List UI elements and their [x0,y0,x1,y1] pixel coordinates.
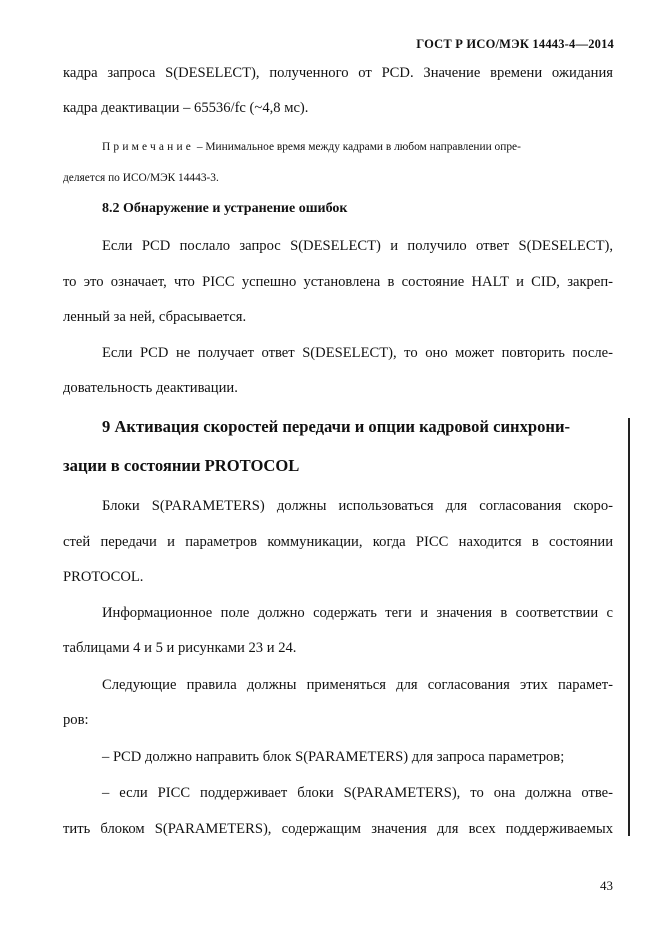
note-text: деляется по ИСО/МЭК 14443-3. [63,172,219,184]
list-item: – PCD должно направить блок S(PARAMETERS) для запроса параметров; [102,749,565,765]
paragraph-line: PROTOCOL. [63,569,144,585]
paragraph-line: кадра запроса S(DESELECT), полученного от PCD. Значение времени ожидания [63,65,613,81]
paragraph-line: ленный за ней, сбрасывается. [63,309,247,325]
list-item: – если PICC поддерживает блоки S(PARAMETERS), то она должна отве- [102,785,613,801]
note [102,140,521,154]
change-bar [628,418,630,836]
paragraph-line: Следующие правила должны применяться для согласования этих парамет- [102,677,613,693]
section-heading: 9 Активация скоростей передачи и опции кадровой синхрони- [102,417,571,436]
paragraph-line: то это означает, что PICC успешно установлена в состояние HALT и CID, закреп- [63,274,613,290]
paragraph-line: стей передачи и параметров коммуникации, когда PICC находится в состоянии [63,534,613,550]
list-item-continued: тить блоком S(PARAMETERS), содержащим значения для всех поддерживаемых [63,821,613,837]
note-text: – Минимальное время между кадрами в любом направлении опре- [196,141,521,153]
paragraph-line: кадра деактивации – 65536/fc (~4,8 мс). [63,100,309,116]
paragraph-line: довательность деактивации. [63,380,238,396]
paragraph-line: Если PCD не получает ответ S(DESELECT), то оно может повторить после- [102,345,613,361]
paragraph-line: Информационное поле должно содержать теги и значения в соответствии с [102,605,613,621]
document-header: ГОСТ Р ИСО/МЭК 14443-4—2014 [416,37,614,51]
note-label: Примечание [102,141,195,153]
paragraph-line: таблицами 4 и 5 и рисунками 23 и 24. [63,640,297,656]
page-number: 43 [600,878,613,893]
paragraph-line: ров: [63,712,89,728]
section-heading-continued: зации в состоянии PROTOCOL [63,456,300,475]
paragraph-line: Если PCD послало запрос S(DESELECT) и получило ответ S(DESELECT), [102,238,613,254]
section-heading: 8.2 Обнаружение и устранение ошибок [102,201,348,216]
paragraph-line: Блоки S(PARAMETERS) должны использоваться для согласования скоро- [102,498,613,514]
